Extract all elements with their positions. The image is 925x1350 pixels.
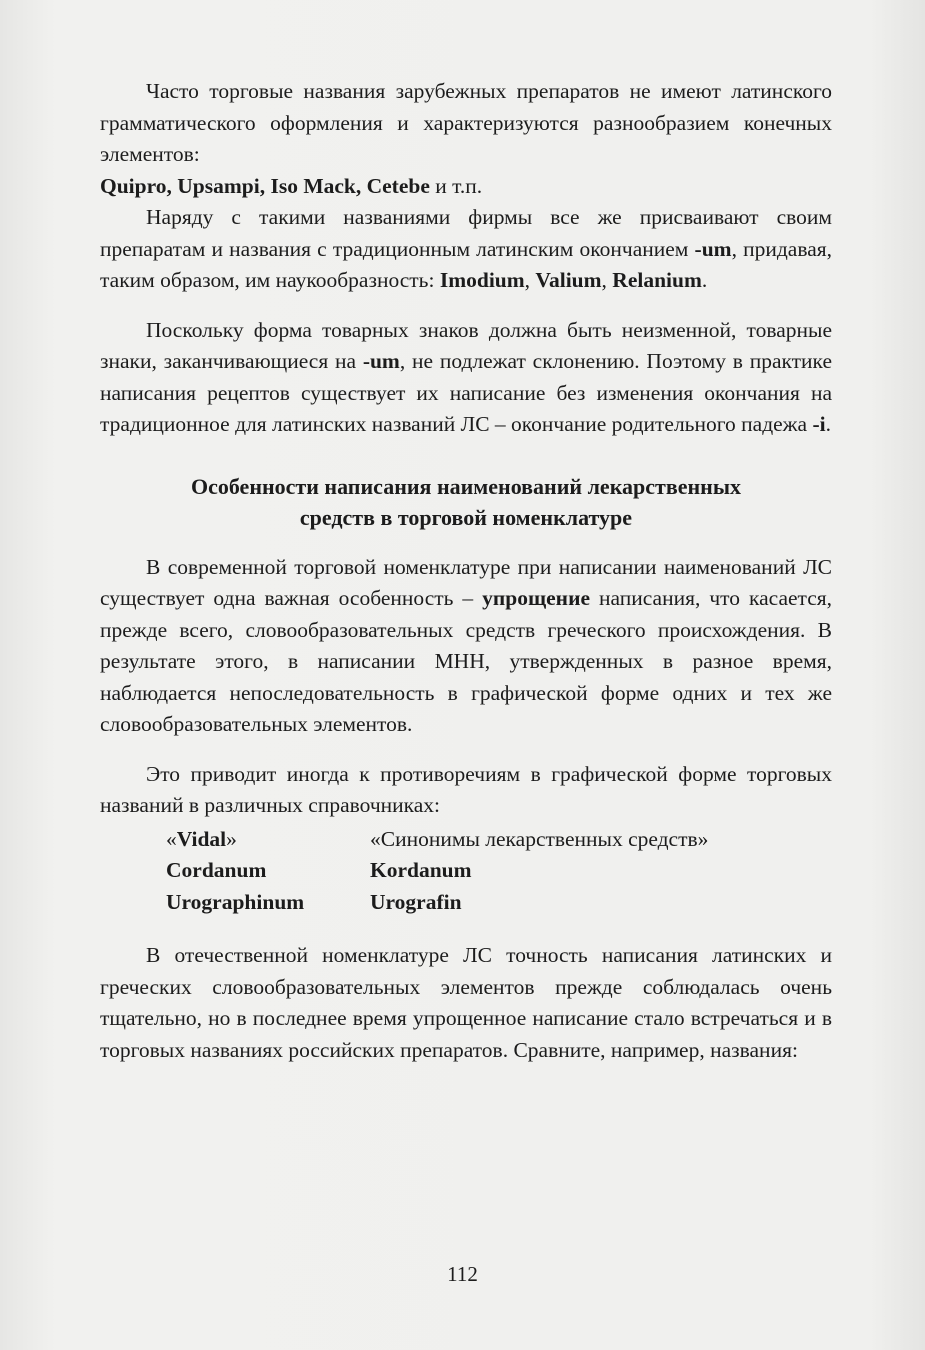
page-number: 112 [447, 1262, 478, 1286]
paragraph-trademarks [100, 315, 832, 441]
text-run: . [701, 268, 708, 292]
paragraph-domestic: В отечественной номенклатуре ЛС точность написания латинских и греческих словообразовательных элементов прежде соблюдалась очень тщательно, но в последнее время упрощенное написание стало встречаться и в торговых названиях российских препаратов. Сравните, например, названия: [100, 943, 832, 1062]
ending-um: -um [694, 236, 732, 261]
text-run: В современной торговой номенклатуре при написании наименований ЛС существует одна важная особенность – [100, 554, 832, 610]
paragraph-latin-ending [100, 202, 832, 297]
ending-um: -um [362, 349, 400, 373]
quote-mark: « [166, 826, 177, 851]
quote-mark: » [226, 826, 237, 851]
ending-i: -i [812, 412, 826, 436]
header-synonyms: «Синонимы лекарственных средств» [370, 826, 709, 851]
examples-names: Quipro, Upsampi, Iso Mack, Cetebe [100, 173, 430, 198]
heading-line: средств в торговой номенклатуре [299, 505, 633, 530]
comparison-table [166, 824, 708, 919]
text-run: . [825, 412, 831, 436]
paragraph-contradictions: Это приводит иногда к противоречиям в графической форме торговых названий в различных справочниках: [100, 761, 832, 817]
table-row [166, 887, 708, 919]
header-vidal [166, 824, 370, 856]
text-run: , не подлежат склонению. Поэтому в практике написания рецептов существует их написание без изменения окончания на традиционное для латинских названий ЛС – окончание родительного падежа [100, 349, 833, 436]
drug-name-valium: Valium [535, 268, 602, 292]
comparison-header-row [166, 824, 708, 856]
drug-name-relanium: Relanium [612, 268, 702, 292]
drug-name-right: Urografin [370, 889, 462, 914]
vidal-title: Vidal [176, 826, 227, 851]
paragraph-intro: Часто торговые названия зарубежных препаратов не имеют латинского грамматического оформления и характеризуются разнообразием конечных элементов: [100, 79, 832, 166]
text-run: написания, что касается, прежде всего, словообразовательных средств греческого происхождения. В результате этого, в написании МНН, утвержденных в разное время, наблюдается непоследовательность в графической форме одних и тех же словообразовательных элементов. [100, 586, 832, 736]
paragraph-simplification [100, 552, 832, 741]
drug-name-left: Cordanum [166, 858, 267, 882]
page-body [100, 76, 832, 1066]
text-run: , [601, 268, 613, 292]
text-run: , [524, 268, 536, 292]
table-row [166, 855, 708, 887]
text-run: Наряду с такими названиями фирмы все же присваивают своим препаратам и названия с традиционным латинским окончанием [100, 205, 832, 261]
drug-name-imodium: Imodium [439, 268, 525, 292]
term-simplification: упрощение [482, 586, 590, 610]
text-run: , придавая, таким образом, им наукообразность: [100, 236, 833, 292]
section-heading [100, 471, 832, 534]
drug-name-right: Kordanum [370, 858, 472, 882]
text-run: Поскольку форма товарных знаков должна быть неизменной, товарные знаки, заканчивающиеся на [100, 317, 832, 373]
heading-line: Особенности написания наименований лекарственных [190, 473, 742, 499]
drug-name-left: Urographinum [166, 889, 305, 914]
examples-tail: и т.п. [429, 173, 483, 198]
examples-line [100, 171, 832, 203]
